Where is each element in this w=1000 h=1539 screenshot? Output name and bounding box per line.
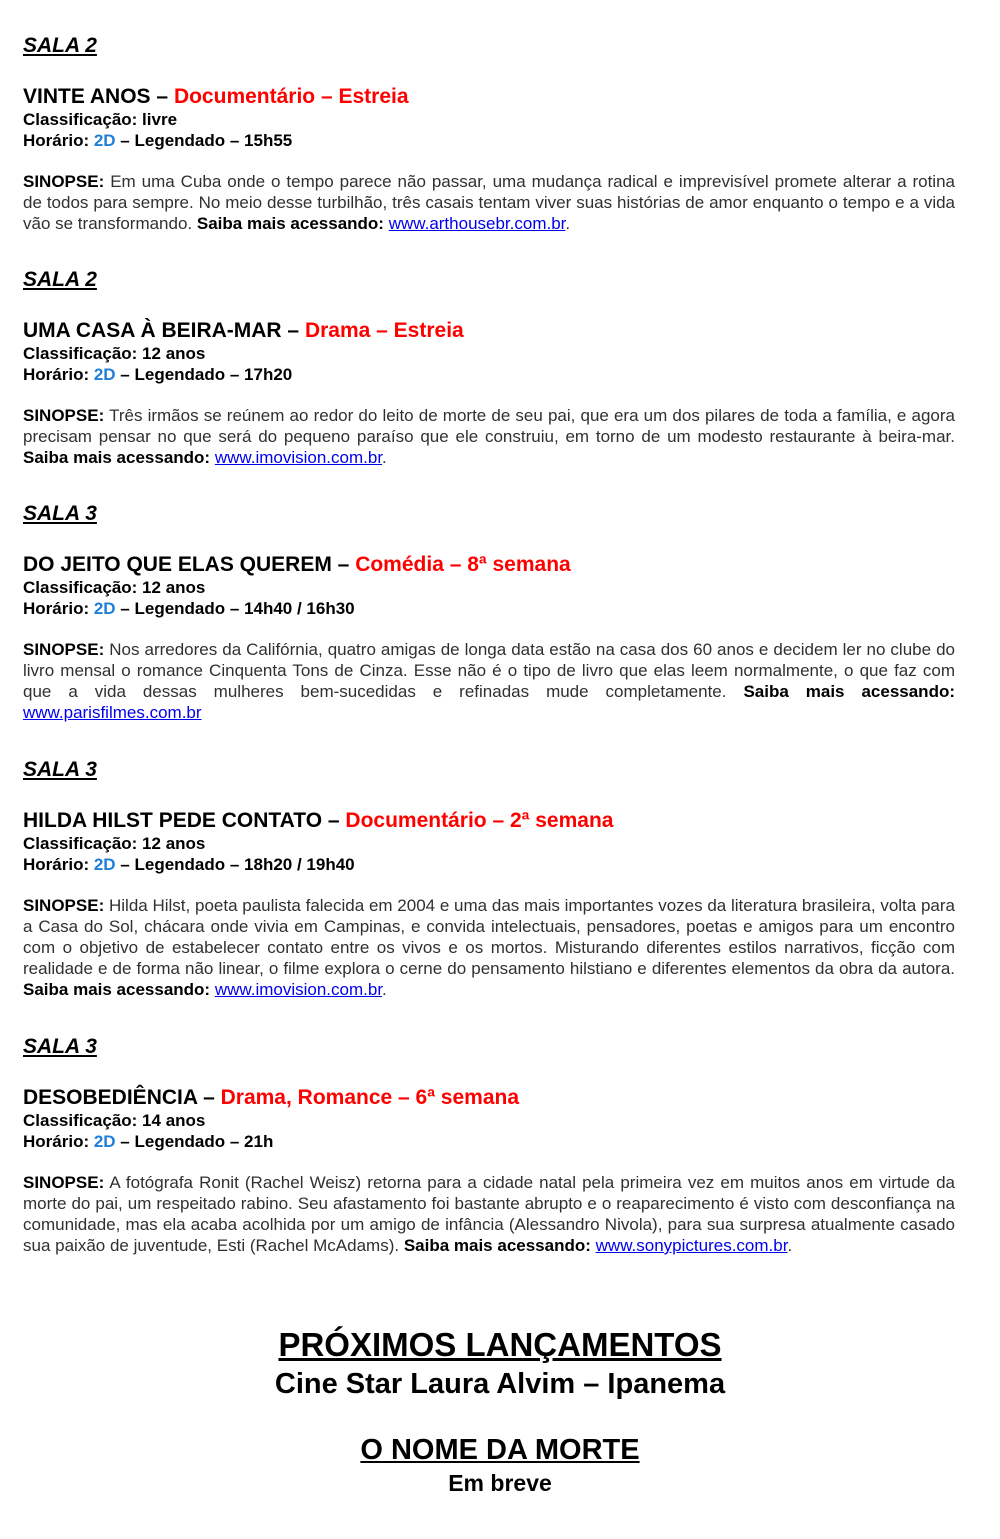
sinopse-label: SINOPSE: [23,172,105,191]
upcoming-heading: PRÓXIMOS LANÇAMENTOS [278,1326,722,1363]
title-separator: – [322,809,346,832]
horario-times: – Legendado – 14h40 / 16h30 [115,599,355,618]
sinopse-text: Nos arredores da Califórnia, quatro amigas de longa data estão na casa dos 60 anos e decidem ler no clube do livro mensal o romance Cinquenta Tons de Cinza. Esse não é o tipo de livro que elas leem normalmente, o que faz com que a vida dessas mulheres bem-sucedidas e refinadas mude completamente. [23,640,955,701]
sinopse-end: . [787,1236,793,1255]
sinopse-end: . [382,448,387,467]
title-separator: – [150,85,174,108]
saiba-mais-label: Saiba mais acessando: [743,682,956,701]
saiba-mais-label: Saiba mais acessando: [23,448,211,467]
format-badge: 2D [93,365,116,384]
sala-heading: SALA 3 [23,1035,97,1058]
movie-title-line [23,85,955,109]
saiba-mais-label: Saiba mais acessando: [23,980,211,999]
sinopse-text: A fotógrafa Ronit (Rachel Weisz) retorna para a cidade natal pela primeira vez em muitos anos em virtude da morte do pai, um respeitado rabino. Seu afastamento foi bastante abrupto e o reaparecimento é visto com desconfiança na comunidade, mas ela acaba acolhida por um amigo de infância (Alessandro Nivola), para sua surpresa atualmente casado sua paixão de juventude, Esti (Rachel McAdams). [23,1173,955,1255]
horario-label: Horário: [23,365,94,384]
saiba-mais-label: Saiba mais acessando: [196,214,384,233]
horario-times: – Legendado – 18h20 / 19h40 [115,855,355,874]
horario-times: – Legendado – 17h20 [115,365,293,384]
upcoming-film-status: Em breve [448,1470,552,1496]
format-badge: 2D [93,599,116,618]
sinopse [23,895,955,1000]
sinopse-text: Em uma Cuba onde o tempo parece não passar, uma mudança radical e imprevisível promete alterar a rotina de todos para sempre. No meio desse turbilhão, três casais tentam viver suas histórias de amor enquanto o tempo e a vida vão se transformando. [23,172,955,233]
movie-entry [23,1035,955,1256]
format-badge: 2D [93,1132,116,1151]
movie-title-line [23,319,955,343]
classificacao: Classificação: livre [23,110,178,129]
horario-times: – Legendado – 21h [115,1132,274,1151]
cinema-name: Cine Star Laura Alvim – Ipanema [274,1368,726,1400]
sinopse-text: Hilda Hilst, poeta paulista falecida em 2004 e uma das mais importantes vozes da literatura brasileira, volta para a Casa do Sol, chácara onde vivia em Campinas, e convida intelectuais, pensadores, poetas e amigos para um encontro com o objetivo de estabelecer contato entre os vivos e os mortos. Misturando diferentes estilos narrativos, ficção com realidade e de forma não linear, o filme explora o cerne do pensamento hilstiano e diferentes elementos da obra da autora. [23,896,955,978]
sinopse [23,639,955,723]
horario-label: Horário: [23,599,94,618]
title-separator: – [331,553,356,576]
horario-label: Horário: [23,1132,94,1151]
upcoming-film-title: O NOME DA MORTE [360,1434,640,1466]
movie-genre: Drama, Romance – 6ª semana [220,1086,520,1109]
horario [23,1131,955,1152]
site-link[interactable]: www.imovision.com.br [214,980,383,999]
movie-title: HILDA HILST PEDE CONTATO [23,809,323,832]
movie-title: VINTE ANOS [23,85,151,108]
movie-genre: Documentário – 2ª semana [345,809,614,832]
sinopse-label: SINOPSE: [23,1173,105,1192]
site-link[interactable]: www.sonypictures.com.br [595,1236,788,1255]
horario [23,598,955,619]
sala-heading: SALA 3 [23,502,97,525]
sinopse-label: SINOPSE: [23,406,105,425]
horario-label: Horário: [23,855,94,874]
sinopse-text: Três irmãos se reúnem ao redor do leito de morte de seu pai, que era um dos pilares de toda a família, e agora precisam pensar no que será do pequeno paraíso que ele construiu, em torno de um modesto restaurante à beira-mar. [23,406,955,446]
site-link[interactable]: www.imovision.com.br [214,448,383,467]
classificacao: Classificação: 12 anos [23,344,206,363]
movie-entry [23,758,955,1000]
sinopse [23,405,955,468]
movie-genre: Drama – Estreia [304,319,464,342]
format-badge: 2D [93,855,116,874]
sala-heading: SALA 3 [23,758,97,781]
horario [23,130,955,151]
title-separator: – [197,1086,221,1109]
movie-title-line [23,1086,955,1110]
sala-heading: SALA 2 [23,34,97,57]
classificacao: Classificação: 12 anos [23,578,206,597]
movie-genre: Comédia – 8ª semana [355,553,571,576]
movie-entry [23,34,955,234]
movie-title: UMA CASA À BEIRA-MAR [23,319,282,342]
sinopse-label: SINOPSE: [23,640,105,659]
movie-genre: Documentário – Estreia [173,85,409,108]
movie-title-line [23,553,955,577]
sinopse [23,171,955,234]
title-separator: – [281,319,305,342]
site-link[interactable]: www.arthousebr.com.br [388,214,566,233]
sinopse-label: SINOPSE: [23,896,105,915]
movie-title: DESOBEDIÊNCIA [23,1086,198,1109]
movie-title: DO JEITO QUE ELAS QUEREM [23,553,332,576]
horario [23,364,955,385]
site-link[interactable]: www.parisfilmes.com.br [23,703,202,722]
horario-label: Horário: [23,131,94,150]
sinopse [23,1172,955,1256]
movie-title-line [23,809,955,833]
saiba-mais-label: Saiba mais acessando: [403,1236,591,1255]
sinopse-end: . [382,980,387,999]
sinopse-end: . [565,214,571,233]
movie-entry [23,268,955,468]
sala-heading: SALA 2 [23,268,97,291]
horario [23,854,955,875]
classificacao: Classificação: 12 anos [23,834,206,853]
movie-entry [23,502,955,723]
horario-times: – Legendado – 15h55 [115,131,293,150]
classificacao: Classificação: 14 anos [23,1111,206,1130]
format-badge: 2D [93,131,116,150]
